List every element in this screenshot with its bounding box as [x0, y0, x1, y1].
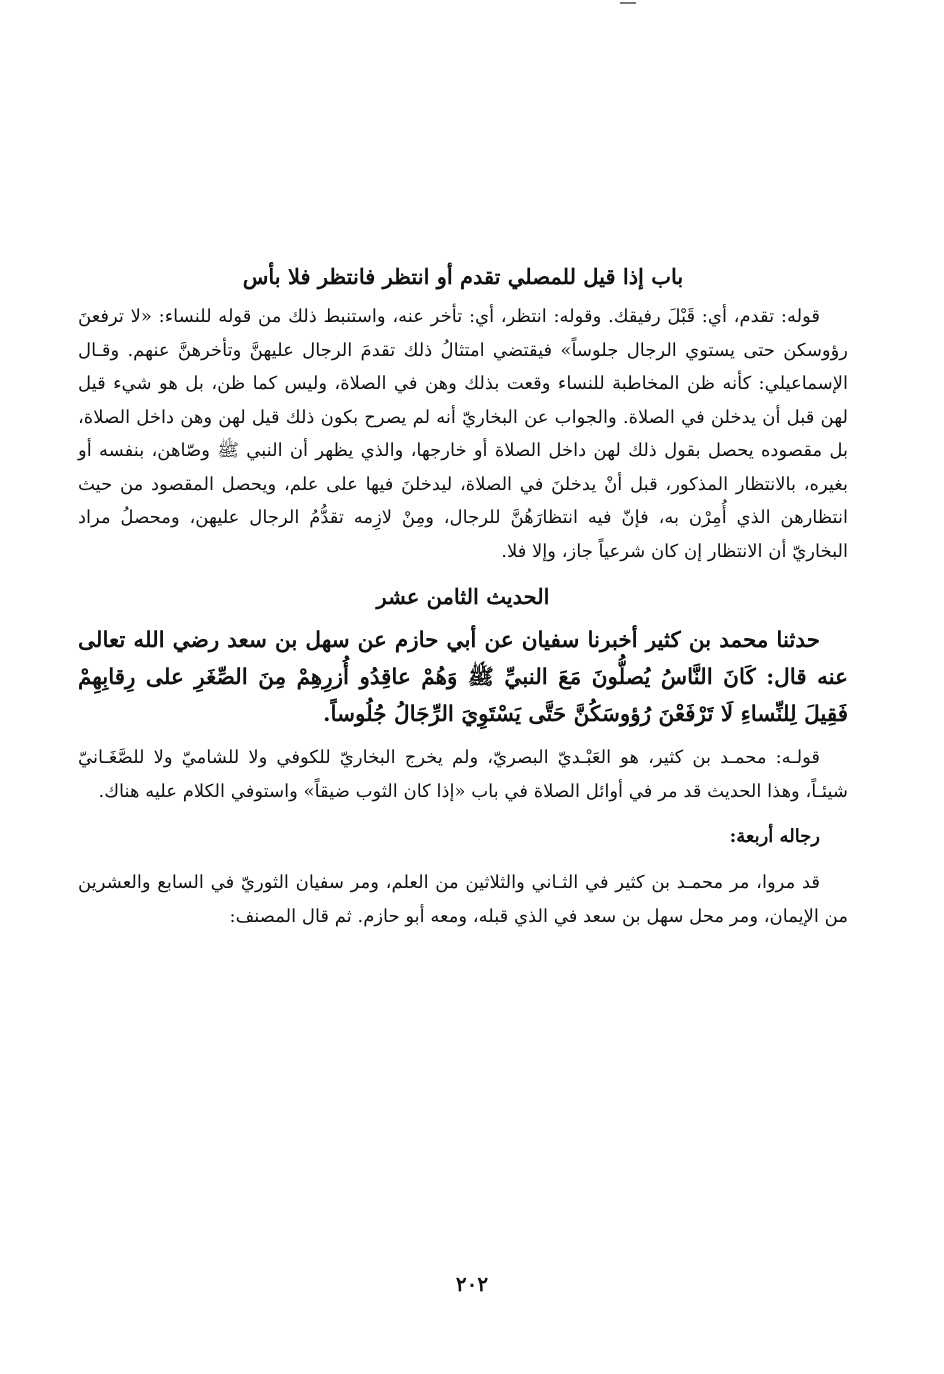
chapter-title: باب إذا قيل للمصلي تقدم أو انتظر فانتظر فلا بأس: [242, 264, 684, 289]
commentary-paragraph-1: قوله: تقدم، أي: قَبْلَ رفيقك. وقوله: انتظر، أي: تأخر عنه، واستنبط ذلك من قوله للنساء: «لا ترفعنَ رؤوسكن حتى يستوي الرجال جلوساً» فيقتضي امتثالُ ذلك تقدمَ الرجال عليهنَّ وتأخرهنَّ عنهم. وقـال الإسماعيلي: كأنه ظن المخاطبة للنساء وقعت بذلك وهن في الصلاة، وليس كما ظن، بل هو شيء قيل لهن قبل أن يدخلن في الصلاة. والجواب عن البخاريّ أنه لم يصرح بكون ذلك قيل لهن وهن داخل الصلاة، بل مقصوده يحصل بقول ذلك لهن داخل الصلاة أو خارجها، والذي يظهر أن النبي ﷺ وصّاهن، بنفسه أو بغيره، بالانتظار المذكور، قبل أنْ يدخلنَ في الصلاة، ليدخلنَ فيها على علم، ويحصل المقصود من حيث انتظارهن الذي أُمِرْن به، فإنّ فيه انتظارَهُنَّ للرجال، ومِنْ لازِمه تقدُّمُ الرجال عليهن، ومحصلُ مراد البخاريّ أن الانتظار إن كان شرعياً جاز، وإلا فلا.: [78, 306, 848, 562]
commentary-paragraph-2: قولـه: محمـد بن كثير، هو العَبْـديّ البصريّ، ولم يخرج البخاريّ للكوفي ولا للشاميّ ولا للصَّغَـانيّ شيئـاً، وهذا الحديث قد مر في أوائل الصلاة في باب «إذا كان الثوب ضيقاً» واستوفي الكلام عليه هناك.: [78, 747, 848, 802]
page-body: [78, 262, 848, 933]
scan-mark: [620, 2, 636, 4]
page-number: ٢٠٢: [455, 1272, 489, 1296]
hadith-heading: الحديث الثامن عشر: [376, 584, 550, 609]
narrators-heading: رجاله أربعة:: [729, 826, 820, 847]
hadith-text: حدثنا محمد بن كثير أخبرنا سفيان عن أبي حازم عن سهل بن سعد رضي الله تعالى عنه قال: كَانَ النَّاسُ يُصلُّونَ مَعَ النبيِّ ﷺ وَهُمْ عاقِدُو أُزرِهِمْ مِنَ الصِّغَرِ على رِقابِهِمْ فَقِيلَ لِلنِّساءِ لَا تَرْفَعْنَ رُؤوسَكُنَّ حَتَّى يَسْتَوِيَ الرِّجَالُ جُلُوساً.: [78, 628, 848, 727]
narrators-paragraph: قد مروا، مر محمـد بن كثير في الثـاني والثلاثين من العلم، ومر سفيان الثوريّ في السابع والعشرين من الإيمان، ومر محل سهل بن سعد في الذي قبله، ومعه أبو حازم. ثم قال المصنف:: [78, 872, 848, 927]
